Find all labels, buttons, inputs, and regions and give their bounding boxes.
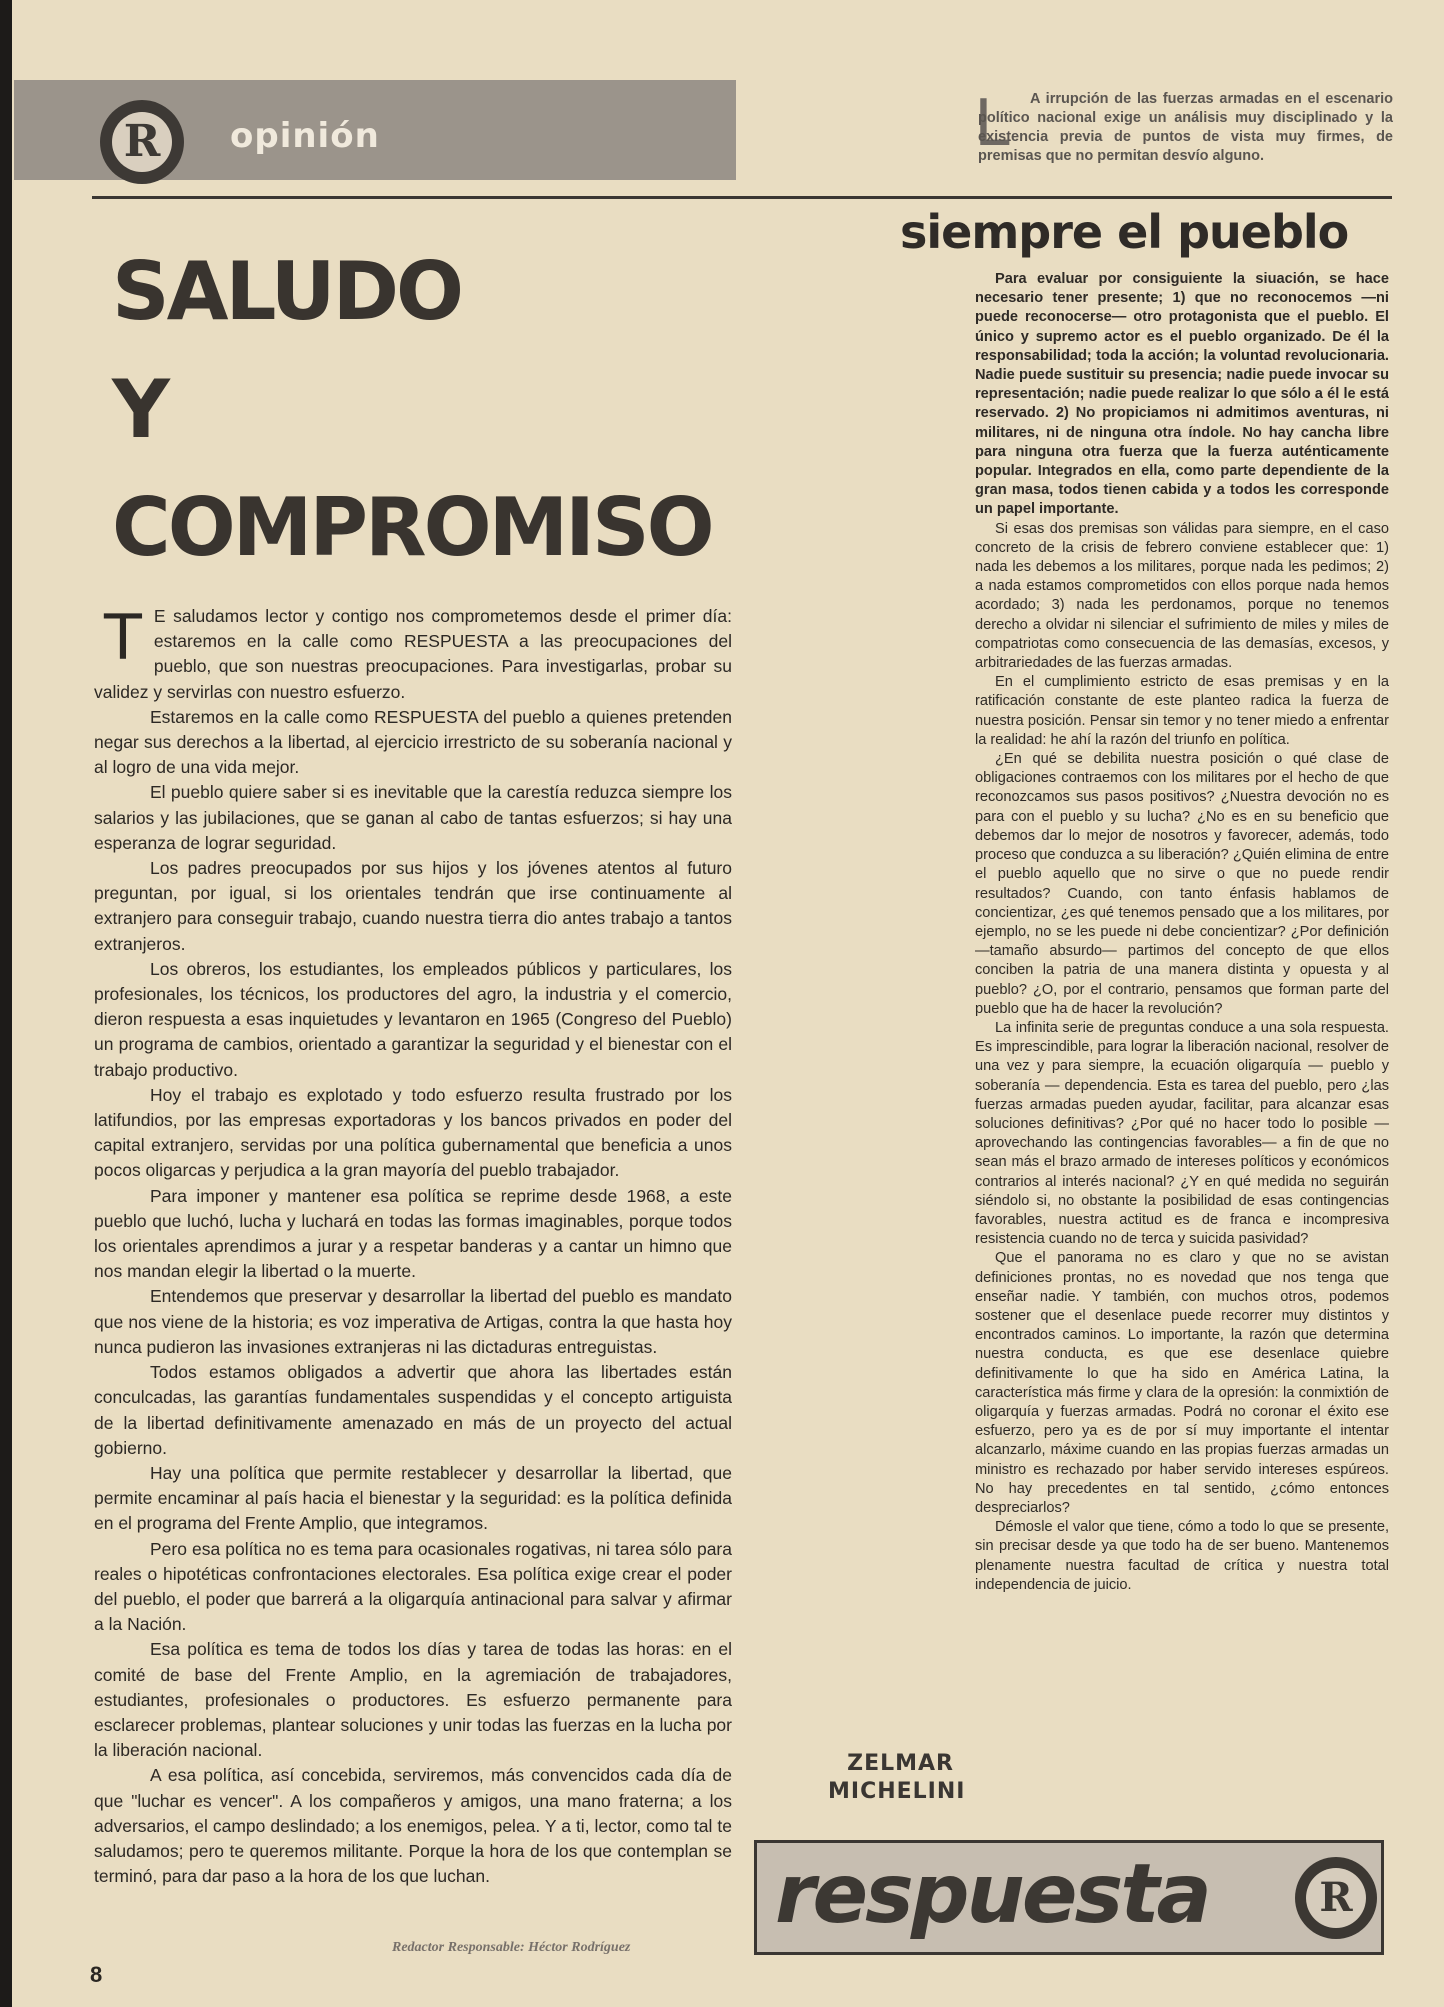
left-paragraph-text: E saludamos lector y contigo nos comprometemos desde el primer día: estaremos en la calle como RESPUESTA a las preocupaciones del pueblo, que son nuestras preocupaciones. Para investigarlas, probar su validez y servirlas con nuestro esfuerzo. — [94, 606, 732, 702]
left-paragraph: El pueblo quiere saber si es inevitable que la carestía reduzca siempre los salarios y las jubilaciones, que se ganan al cabo de tantas esfuerzos; si hay una esperanza de lograr seguridad. — [94, 782, 732, 853]
intro-initial: L — [974, 87, 1010, 161]
left-paragraph: Los obreros, los estudiantes, los empleados públicos y particulares, los profesionales, los técnicos, los productores del agro, la industria y el comercio, dieron respuesta a esas inquietudes y levantaron en 1965 (Congreso del Pueblo) un programa de cambios, orientado a garantizar la seguridad y el bienestar con el trabajo productivo. — [94, 958, 732, 1080]
header-divider — [92, 196, 1392, 199]
author-first-name: ZELMAR — [847, 1751, 954, 1776]
author-name — [828, 1750, 966, 1806]
page-edge-shadow — [0, 0, 12, 2007]
left-paragraph: Los padres preocupados por sus hijos y los jóvenes atentos al futuro preguntan, por igual, si los orientales tendrán que irse continuamente al extranjero para conseguir trabajo, cuando nuestra tierra dio antes trabajo a tantos extranjeros. — [94, 858, 732, 954]
headline-line-1: SALUDO — [112, 245, 462, 338]
right-paragraph: Que el panorama no es claro y que no se avistan definiciones prontas, no es novedad que nos tenga que enseñar nadie. Y también, con muchos otros, podemos sostener que el desenlace puede recorrer muy distintos y encontrados caminos. Lo importante, la razón que determina nuestra conducta, es que ese desenlace quiebre definitivamente lo que ha sido en América Latina, la característica más firme y clara de la opresión: la conmixtión de oligarquía y fuerzas armadas. Podrá no coronar el éxito ese esfuerzo, pero ya es de por sí muy importante el intentar alcanzarlo, máxime cuando en las propias fuerzas armadas un ministro es rechazado por haber servido intereses espúreos. No hay precedentes en tal sentido, ¿cómo entonces despreciarlos? — [975, 1250, 1389, 1516]
left-paragraph — [94, 601, 732, 705]
left-paragraph: Estaremos en la calle como RESPUESTA del pueblo a quienes pretenden negar sus derechos a la libertad, al ejercicio irrestricto de su soberanía nacional y al logro de una vida mejor. — [94, 706, 732, 778]
left-paragraph: Esa política es tema de todos los días y tarea de todas las horas: en el comité de base del Frente Amplio, en la agremiación de trabajadores, estudiantes, profesionales o productores. Es esfuerzo permanente para esclarecer problemas, plantear soluciones y unir todas las fuerzas en la lucha por la liberación nacional. — [94, 1639, 732, 1761]
right-paragraph: Démosle el valor que tiene, cómo a todo lo que se presente, sin precisar desde ya que todo ha de ser bueno. Mantenemos plenamente nuestra facultad de crítica y nuestra total independencia de juicio. — [975, 1519, 1389, 1593]
headline — [112, 240, 752, 594]
right-article-body — [975, 270, 1389, 1595]
left-paragraph: Pero esa política no es tema para ocasionales rogativas, ni tarea sólo para reales o hipotéticas confrontaciones electorales. Esa política exige crear el poder del pueblo, el poder que barrerá a la oligarquía antinacional para salvar y afirmar a la Nación. — [94, 1538, 732, 1635]
logo-wordmark: respuesta — [775, 1847, 1209, 1942]
left-paragraph: Hay una política que permite restablecer y desarrollar la libertad, que permite encaminar al país hacia el bienestar y la seguridad: es la política definida en el programa del Frente Amplio, que integramos. — [94, 1462, 732, 1534]
right-paragraph: Si esas dos premisas son válidas para siempre, en el caso concreto de la crisis de febrero conviene establecer que: 1) nada les debemos a los militares, porque nada les pedimos; 2) a nada estamos comprometidos con ellos porque nada hemos acordado; 3) nada les perdonamos, porque no tenemos derecho a olvidar ni silenciar el sufrimiento de miles y miles de compatriotas como consecuencia de las demasías, excesos, y arbitrariedades de las fuerzas armadas. — [975, 520, 1389, 672]
left-paragraph: Entendemos que preservar y desarrollar la libertad del pueblo es mandato que nos viene de la historia; es voz imperativa de Artigas, contra la que hasta hoy nunca pudieron las invasiones extranjeras ni las dictaduras entreguistas. — [94, 1286, 732, 1357]
respuesta-masthead-logo — [754, 1840, 1384, 1955]
intro-text-box — [978, 90, 1393, 166]
right-paragraph: La infinita serie de preguntas conduce a una sola respuesta. Es imprescindible, para lograr la liberación nacional, resolver de una vez y para siempre, la ecuación oligarquía — pueblo y soberanía — dependencia. Esta es tarea del pueblo, pero ¿las fuerzas armadas pueden ayudar, facilitar, para alcanzar esas soluciones definitivas? ¿Por qué no hacer todo lo posible —aprovechando las contingencias favorables— a fin de que no sean más el brazo armado de intereses políticos y económicos contrarios al interés nacional? ¿Y en qué medida no seguirán siéndolo si, no obstante la posibilidad de esas contingencias favorables, nuestra actitud es de franca e incompresiva resistencia cuando no de terca y suicida pasividad? — [975, 1019, 1389, 1248]
right-paragraph: En el cumplimiento estricto de esas premisas y en la ratificación constante de este planteo radica la fuerza de nuestra posición. Pensar sin temor y no tener miedo a enfrentar la realidad: he ahí la razón del triunfo en política. — [975, 674, 1389, 748]
left-article-body — [94, 601, 732, 1889]
responsible-editor-byline: Redactor Responsable: Héctor Rodríguez — [392, 1940, 631, 1955]
r-badge-logo — [100, 100, 184, 184]
left-paragraph: A esa política, así concebida, serviremos, más convencidos cada día de que "luchar es vencer". A los compañeros y amigos, una mano fraterna; a los adversarios, el campo deslindado; a los enemigos, pelea. Y a ti, lector, como tal te saludamos; pero te queremos militante. Porque la hora de los que contemplan se terminó, para dar paso a la hora de los que luchan. — [94, 1765, 732, 1887]
left-paragraph: Para imponer y mantener esa política se reprime desde 1968, a este pueblo que luchó, lucha y luchará en todas las formas imaginables, porque todos los orientales aprendimos a jurar y a respetar banderas y a cantar un himno que nos mandan elegir la libertad o la muerte. — [94, 1185, 732, 1282]
intro-paragraph: A irrupción de las fuerzas armadas en el escenario político nacional exige un análisis muy disciplinado y la existencia previa de puntos de vista muy firmes, de premisas que no permitan desvío alguno. — [978, 91, 1393, 164]
left-paragraph: Hoy el trabajo es explotado y todo esfuerzo resulta frustrado por los latifundios, por las empresas exportadoras y los bancos privados en poder del capital extranjero, servidas por una política gubernamental que beneficia a unos pocos oligarcas y perjudica a la gran mayoría del pueblo trabajador. — [94, 1084, 732, 1181]
right-paragraph: ¿En qué se debilita nuestra posición o qué clase de obligaciones contraemos con los militares por el hecho de que reconozcamos sus pasos positivos? ¿Nuestra devoción no es para con el pueblo y su lucha? ¿No es en su beneficio que debemos dar lo mejor de nosotros y favorecer, además, todo proceso que conduzca a su liberación? ¿Quién elimina de entre el pueblo aquello que no sirve o que no puede rendir resultados? Cuando, con tanto énfasis hablamos de concientizar, ¿es qué tenemos pensado que a los militares, por ejemplo, no se les puede ni debe concientizar? ¿Por definición —tamaño absurdo— partimos del concepto de que ellos conciben la patria de una manera distinta y opuesta y al pueblo? ¿O, por el contrario, pensamos que forman parte del pueblo que ha de hacer la revolución? — [975, 751, 1389, 1017]
right-article-subhead: siempre el pueblo — [900, 205, 1349, 259]
r-emblem-letter: R — [1306, 1868, 1366, 1928]
drop-cap: T — [104, 601, 142, 674]
page-number: 8 — [90, 1962, 103, 1987]
right-lead-paragraph: Para evaluar por consiguiente la siuación, se hace necesario tener presente; 1) que no reconocemos —ni puede reconocerse— otro protagonista que el pueblo. El único y supremo actor es el pueblo organizado. De él la responsabilidad; toda la acción; la voluntad revolucionaria. Nadie puede sustituir su presencia; nadie puede invocar su representación; nadie puede realizar lo que sólo a él le está reservado. 2) No propiciamos ni admitimos aventuras, ni militares, ni de ninguna otra índole. No hay cancha libre para ninguna otra fuerza que la fuerza auténticamente popular. Integrados en ella, como parte dependiente de la gran masa, todos tienen cabida y a todos les corresponde un papel importante. — [975, 271, 1389, 518]
author-last-name: MICHELINI — [828, 1779, 966, 1804]
r-badge-letter: R — [112, 112, 172, 172]
left-paragraph: Todos estamos obligados a advertir que ahora las libertades están conculcadas, las garantías fundamentales suspendidas y el concepto artiguista de la libertad definitivamente amenazado en más de un proyecto del actual gobierno. — [94, 1362, 732, 1458]
headline-line-2: Y — [112, 363, 167, 456]
headline-line-3: COMPROMISO — [112, 481, 712, 574]
section-label: opinión — [230, 116, 380, 156]
r-emblem-icon — [1295, 1857, 1377, 1939]
